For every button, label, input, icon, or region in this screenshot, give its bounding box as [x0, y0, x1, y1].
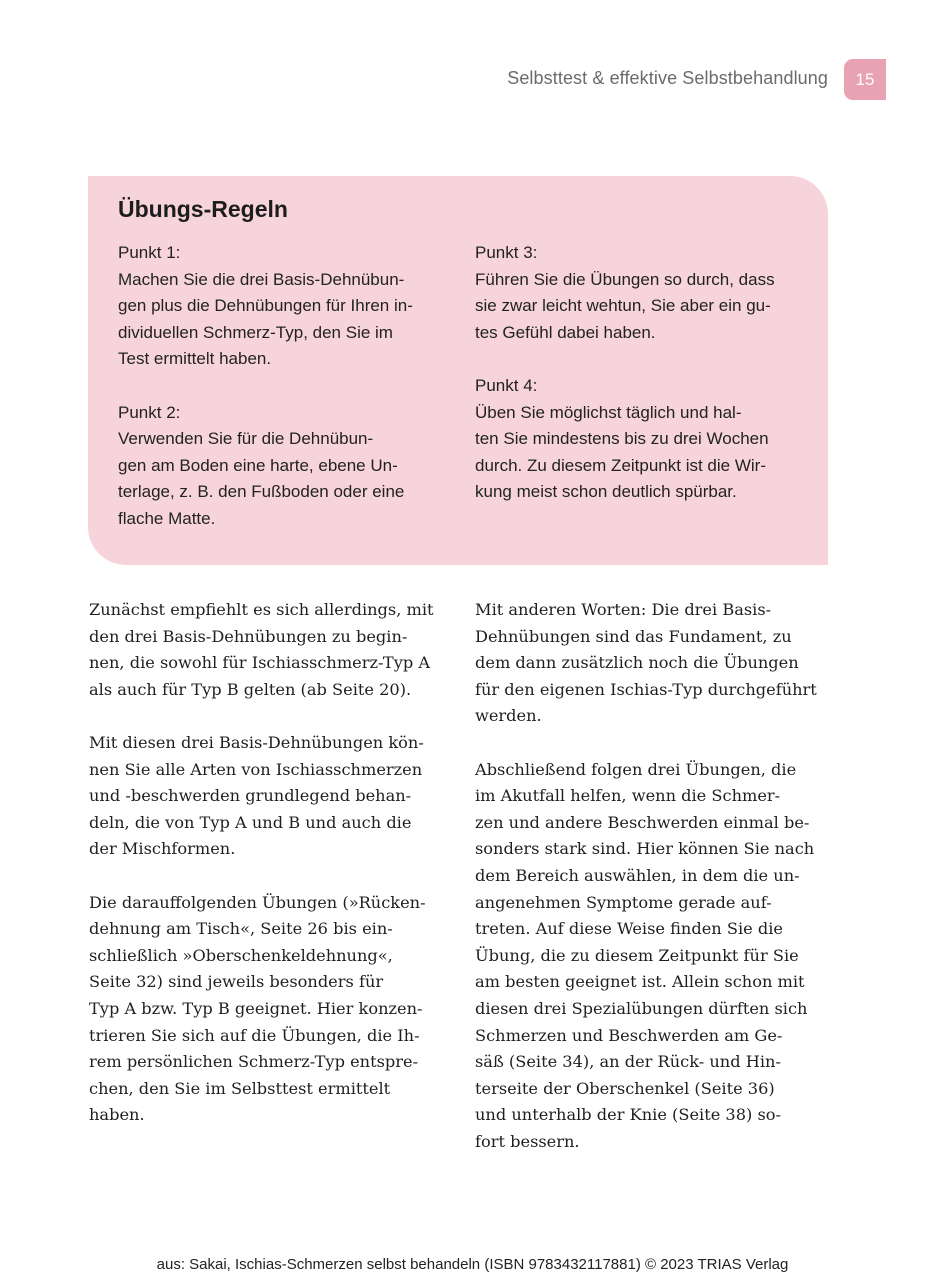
rule-text-line: tes Gefühl dabei haben.	[475, 322, 656, 342]
body-line: rem persönlichen Schmerz-Typ entspre-	[89, 1052, 419, 1072]
body-line: haben.	[89, 1105, 145, 1125]
body-line: sonders stark sind. Hier können Sie nach	[475, 839, 815, 859]
body-line: Schmerzen und Beschwerden am Ge-	[475, 1025, 783, 1045]
body-line: nen Sie alle Arten von Ischiasschmerzen	[89, 759, 423, 779]
body-line: säß (Seite 34), an der Rück- und Hin-	[475, 1052, 781, 1072]
body-line: Mit anderen Worten: Die drei Basis-	[475, 600, 772, 619]
body-line: am besten geeignet ist. Allein schon mit	[475, 972, 805, 992]
rule-text-line: Verwenden Sie für die Dehnübun-	[118, 429, 374, 448]
rule-heading: Punkt 3:	[475, 243, 538, 262]
body-paragraph	[89, 890, 449, 1129]
rule-heading: Punkt 4:	[475, 376, 538, 395]
body-column-left	[89, 597, 449, 1155]
body-line: im Akutfall helfen, wenn die Schmer-	[475, 786, 781, 806]
body-line: treten. Auf diese Weise finden Sie die	[475, 919, 783, 939]
body-paragraph	[89, 597, 449, 703]
body-line: fort bessern.	[475, 1131, 580, 1151]
body-line: trieren Sie sich auf die Übungen, die Ih-	[89, 1025, 420, 1045]
body-line: werden.	[475, 706, 542, 726]
rule-item	[118, 240, 448, 373]
rule-text-line: gen plus die Dehnübungen für Ihren in-	[118, 296, 413, 315]
rule-text-line: durch. Zu diesem Zeitpunkt ist die Wir-	[475, 455, 766, 475]
body-line: terseite der Oberschenkel (Seite 36)	[475, 1078, 775, 1098]
body-line: und unterhalb der Knie (Seite 38) so-	[475, 1105, 782, 1125]
body-paragraph	[89, 730, 449, 863]
rule-heading: Punkt 1:	[118, 243, 181, 262]
body-line: und -beschwerden grundlegend behan-	[89, 786, 412, 806]
body-column-right	[475, 597, 835, 1182]
body-line: für den eigenen Ischias-Typ durchgeführt	[475, 679, 817, 699]
rule-text-line: dividuellen Schmerz-Typ, den Sie im	[118, 322, 393, 342]
body-line: dehnung am Tisch«, Seite 26 bis ein-	[89, 919, 393, 939]
body-line: Typ A bzw. Typ B geeignet. Hier konzen-	[89, 998, 423, 1018]
rule-text-line: kung meist schon deutlich spürbar.	[475, 482, 737, 501]
body-paragraph	[475, 757, 835, 1156]
body-line: der Mischformen.	[89, 839, 236, 859]
running-head-title: Selbsttest & effektive Selbstbehandlung	[507, 68, 828, 88]
body-line: deln, die von Typ A und B und auch die	[89, 812, 412, 832]
rule-item	[118, 400, 448, 533]
rules-box	[88, 176, 828, 565]
rules-title: Übungs-Regeln	[118, 196, 288, 222]
rule-text-line: Üben Sie möglichst täglich und hal-	[475, 402, 742, 422]
body-line: den drei Basis-Dehnübungen zu begin-	[89, 626, 408, 646]
rule-text-line: terlage, z. B. den Fußboden oder eine	[118, 482, 405, 501]
rule-item	[475, 240, 805, 346]
body-line: schließlich »Oberschenkeldehnung«,	[89, 945, 393, 965]
rule-text-line: sie zwar leicht wehtun, Sie aber ein gu-	[475, 296, 771, 315]
rules-column-left	[118, 240, 448, 559]
body-line: angenehmen Symptome gerade auf-	[475, 892, 772, 912]
body-line: zen und andere Beschwerden einmal be-	[475, 812, 810, 832]
body-line: dem dann zusätzlich noch die Übungen	[475, 653, 799, 673]
rule-text-line: flache Matte.	[118, 508, 216, 528]
rule-heading: Punkt 2:	[118, 402, 181, 422]
body-paragraph	[475, 597, 835, 730]
body-line: Abschließend folgen drei Übungen, die	[475, 759, 797, 779]
rule-text-line: Machen Sie die drei Basis-Dehnübun-	[118, 269, 405, 289]
rule-text-line: ten Sie mindestens bis zu drei Wochen	[475, 429, 769, 448]
rule-item	[475, 373, 805, 506]
body-line: diesen drei Spezialübungen dürften sich	[475, 998, 808, 1018]
body-line: Übung, die zu diesem Zeitpunkt für Sie	[475, 945, 799, 965]
rules-column-right	[475, 240, 805, 533]
body-line: als auch für Typ B gelten (ab Seite 20).	[89, 679, 412, 699]
body-line: Seite 32) sind jeweils besonders für	[89, 972, 384, 992]
body-line: Dehnübungen sind das Fundament, zu	[475, 626, 792, 646]
body-line: Mit diesen drei Basis-Dehnübungen kön-	[89, 732, 424, 752]
rule-text-line: gen am Boden eine harte, ebene Un-	[118, 455, 398, 475]
body-line: Die darauffolgenden Übungen (»Rücken-	[89, 892, 426, 912]
page-number-badge: 15	[844, 59, 886, 100]
rule-text-line: Führen Sie die Übungen so durch, dass	[475, 269, 775, 289]
body-line: dem Bereich auswählen, in dem die un-	[475, 865, 800, 885]
body-line: Zunächst empfiehlt es sich allerdings, mit	[89, 600, 434, 619]
rule-text-line: Test ermittelt haben.	[118, 349, 272, 368]
body-line: nen, die sowohl für Ischiasschmerz-Typ A	[89, 653, 431, 673]
source-footer: aus: Sakai, Ischias-Schmerzen selbst behandeln (ISBN 9783432117881) © 2023 TRIAS Verlag	[156, 1256, 789, 1273]
body-line: chen, den Sie im Selbsttest ermittelt	[89, 1078, 391, 1098]
